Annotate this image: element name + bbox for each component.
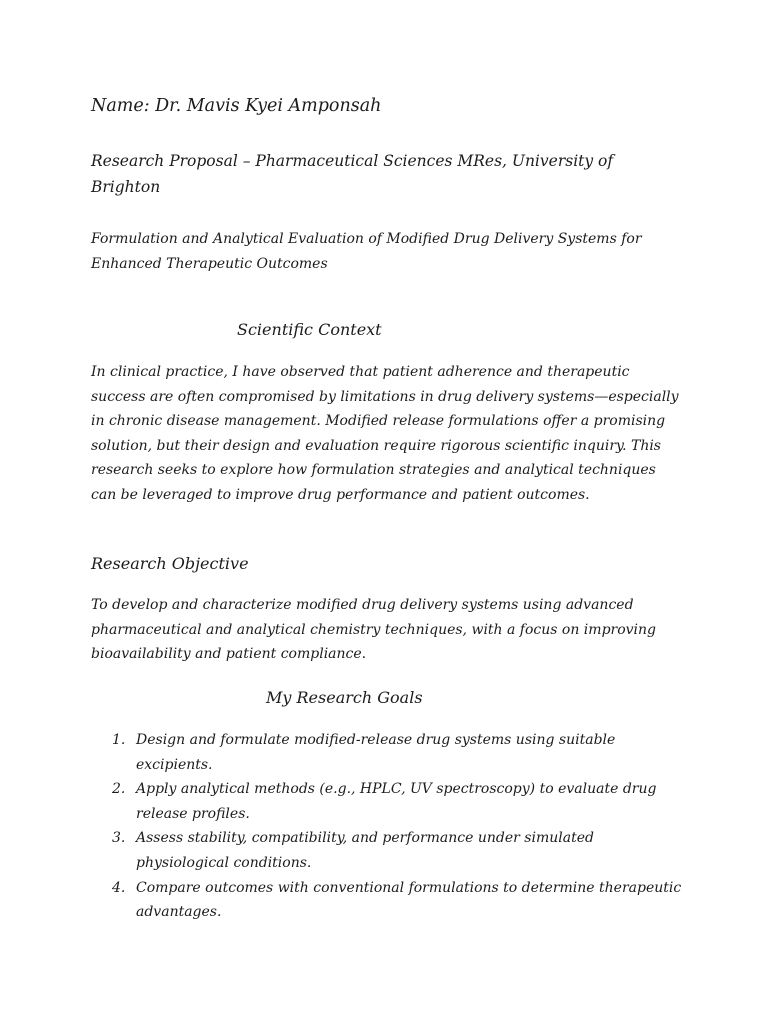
list-item xyxy=(91,876,691,925)
proposal-subtitle: Research Proposal – Pharmaceutical Sciences MRes, University of Brighton xyxy=(91,152,614,196)
section-heading-research-objective: Research Objective xyxy=(91,554,249,573)
author-name: Name: Dr. Mavis Kyei Amponsah xyxy=(91,96,382,116)
proposal-title: Formulation and Analytical Evaluation of Modified Drug Delivery Systems for Enhanced Therapeutic Outcomes xyxy=(91,231,642,272)
list-item-number: 3. xyxy=(112,830,126,847)
scientific-context-paragraph: In clinical practice, I have observed that patient adherence and therapeutic success are often compromised by limitations in drug delivery systems—especially in chronic disease management. Modified release formulations offer a promising solution, but their design and evaluation require rigorous scientific inquiry. This research seeks to explore how formulation strategies and analytical techniques can be leveraged to improve drug performance and patient outcomes. xyxy=(91,364,679,503)
list-item-number: 2. xyxy=(112,781,126,798)
list-item xyxy=(91,826,691,875)
section-heading-scientific-context: Scientific Context xyxy=(237,320,382,339)
list-item-text: Apply analytical methods (e.g., HPLC, UV spectroscopy) to evaluate drug release profiles. xyxy=(136,781,657,822)
list-item-text: Assess stability, compatibility, and performance under simulated physiological conditions. xyxy=(136,830,594,871)
list-item-number: 1. xyxy=(112,732,126,748)
research-goals-list xyxy=(91,728,691,925)
research-objective-paragraph: To develop and characterize modified drug delivery systems using advanced pharmaceutical and analytical chemistry techniques, with a focus on improving bioavailability and patient compliance. xyxy=(91,597,657,663)
list-item-number: 4. xyxy=(112,879,126,896)
section-heading-research-goals: My Research Goals xyxy=(266,688,423,707)
list-item-text: Compare outcomes with conventional formulations to determine therapeutic advantages. xyxy=(136,879,682,921)
list-item-text: Design and formulate modified-release drug systems using suitable excipients. xyxy=(136,732,616,773)
list-item xyxy=(91,728,691,777)
list-item xyxy=(91,777,691,826)
